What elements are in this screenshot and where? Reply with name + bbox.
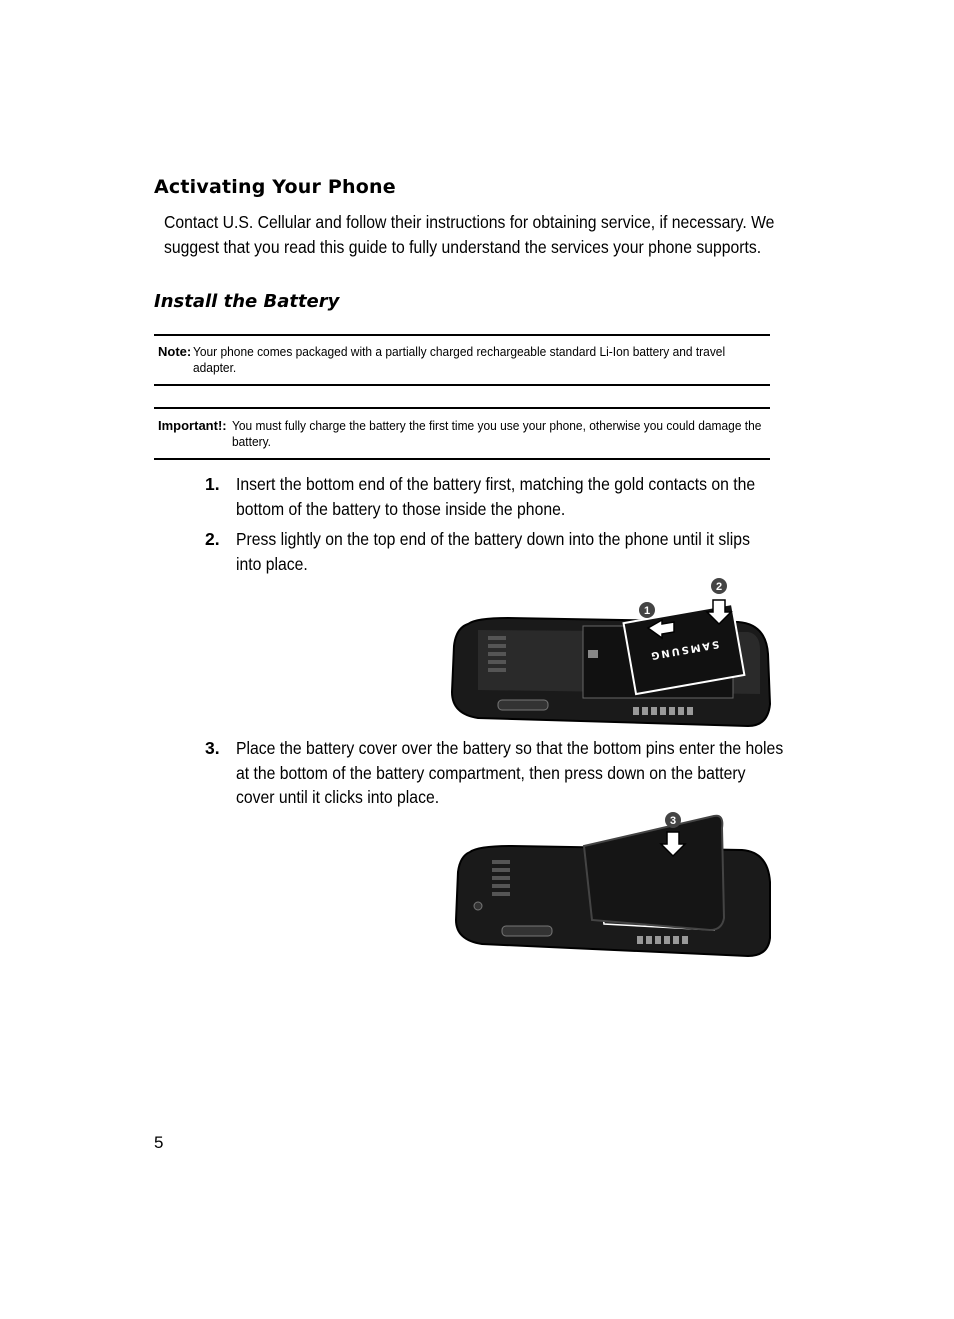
page-number: 5 [154, 1133, 164, 1152]
important-box [158, 418, 770, 452]
intro-paragraph: Contact U.S. Cellular and follow their instructions for obtaining service, if necessary. We suggest that you read this guide to fully understand the services your phone supports. [164, 212, 775, 257]
step-number: 2. [205, 529, 220, 549]
note-top-rule [154, 334, 770, 336]
note-label: Note: [158, 344, 192, 359]
callout-3: 3 [669, 815, 677, 827]
callout-2: 2 [715, 581, 723, 593]
note-bottom-rule [154, 384, 770, 386]
important-label: Important!: [158, 418, 227, 433]
battery-cover-illustration [452, 808, 774, 958]
battery-brand-label: SAMSUNG [648, 637, 720, 662]
subsection-heading: Install the Battery [154, 291, 340, 312]
step-number: 3. [205, 738, 220, 758]
section-heading: Activating Your Phone [154, 176, 396, 198]
note-text: Your phone comes packaged with a partially charged rechargeable standard Li-Ion battery and travel adapter. [193, 344, 726, 375]
important-bottom-rule [154, 458, 770, 460]
step-text: Press lightly on the top end of the battery down into the phone until it slips into place. [236, 529, 750, 574]
important-top-rule [154, 407, 770, 409]
important-text: You must fully charge the battery the first time you use your phone, otherwise you could damage the battery. [232, 418, 762, 449]
step-text: Place the battery cover over the battery so that the bottom pins enter the holes at the bottom of the battery compartment, then press down on the battery cover until it clicks into place. [236, 738, 784, 807]
step-text: Insert the bottom end of the battery first, matching the gold contacts on the bottom of the battery to those inside the phone. [236, 474, 756, 519]
note-box [158, 344, 770, 378]
step-number: 1. [205, 474, 220, 494]
callout-1: 1 [643, 605, 651, 617]
battery-insert-illustration [448, 574, 774, 730]
